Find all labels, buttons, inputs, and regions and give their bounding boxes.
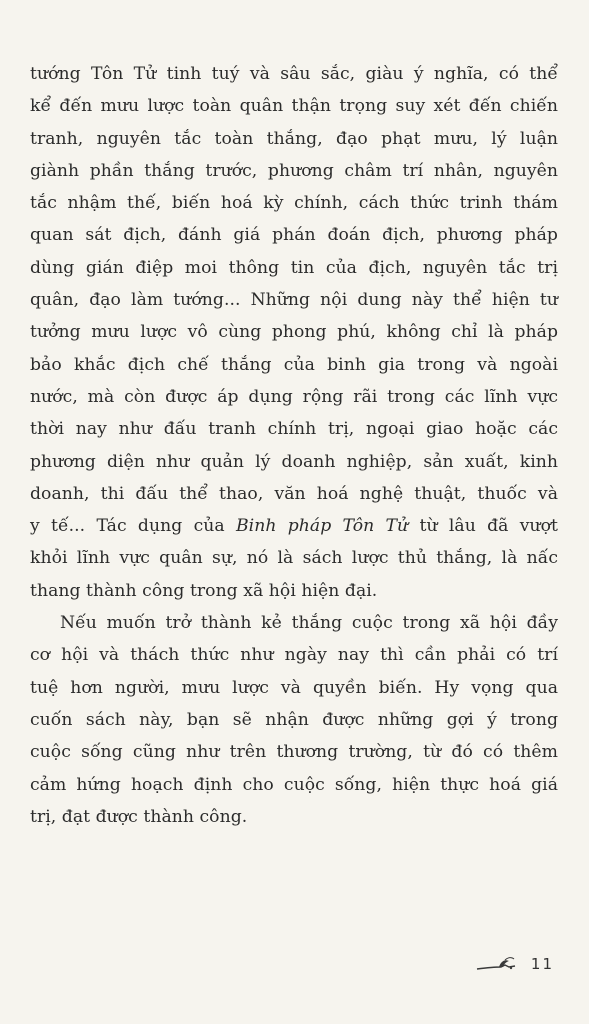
text-line: dùng gián điệp moi thông tin của địch, nguyên tắc trị — [30, 257, 558, 278]
text-line-with-title — [30, 510, 558, 542]
text-line: cuộc sống cũng như trên thương trường, từ đó có thêm — [30, 742, 558, 763]
text-line: thang thành công trong xã hội hiện đại. — [30, 580, 378, 601]
text-line: giành phần thắng trước, phương châm trí nhân, nguyên — [30, 160, 558, 181]
text-line: trị, đạt được thành công. — [30, 806, 248, 827]
page-footer — [475, 953, 554, 975]
text-line: Nếu muốn trở thành kẻ thắng cuộc trong xã hội đầy — [60, 613, 558, 634]
body-text — [30, 58, 558, 833]
text-fragment: từ lâu đã vượt — [408, 516, 558, 537]
text-line: tướng Tôn Tử tinh tuý và sâu sắc, giàu ý nghĩa, có thể — [30, 64, 558, 84]
text-line: tranh, nguyên tắc toàn thắng, đạo phạt mưu, lý luận — [30, 128, 558, 149]
text-line: khỏi lĩnh vực quân sự, nó là sách lược thủ thắng, là nấc — [30, 548, 558, 569]
page-number: 11 — [530, 955, 554, 973]
paragraph-1 — [30, 58, 558, 607]
text-line: tắc nhậm thế, biến hoá kỳ chính, cách thức trinh thám — [30, 193, 558, 214]
text-line: nước, mà còn được áp dụng rộng rãi trong các lĩnh vực — [30, 386, 558, 407]
text-line: kể đến mưu lược toàn quân thận trọng suy xét đến chiến — [30, 96, 558, 117]
text-line: quan sát địch, đánh giá phán đoán địch, phương pháp — [30, 225, 558, 246]
text-line: cơ hội và thách thức như ngày nay thì cần phải có trí — [30, 645, 558, 666]
text-line: cuốn sách này, bạn sẽ nhận được những gợi ý trong — [30, 709, 558, 730]
text-line: bảo khắc địch chế thắng của binh gia trong và ngoài — [30, 354, 558, 375]
text-line: cảm hứng hoạch định cho cuộc sống, hiện thực hoá giá — [30, 774, 558, 795]
text-line: thời nay như đấu tranh chính trị, ngoại giao hoặc các — [30, 419, 558, 440]
text-line: quân, đạo làm tướng... Những nội dung này thể hiện tư — [30, 290, 558, 311]
text-line: tuệ hơn người, mưu lược và quyền biến. Hy vọng qua — [30, 677, 558, 698]
text-fragment: y tế... Tác dụng của — [30, 516, 236, 537]
page-ornament-icon — [475, 955, 523, 973]
text-line: doanh, thi đấu thể thao, văn hoá nghệ thuật, thuốc và — [30, 483, 558, 504]
text-line: phương diện như quản lý doanh nghiệp, sản xuất, kinh — [30, 451, 558, 472]
text-line: tưởng mưu lược vô cùng phong phú, không chỉ là pháp — [30, 322, 558, 343]
paragraph-2 — [30, 607, 558, 833]
book-title: Binh pháp Tôn Tử — [235, 516, 409, 537]
